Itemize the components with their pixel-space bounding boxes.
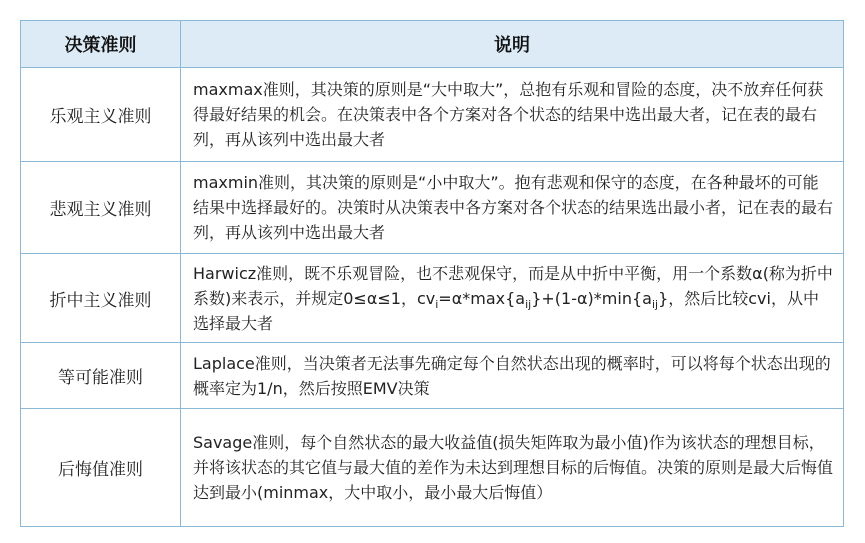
- subscript-i: i: [435, 297, 439, 311]
- table-row-regret: [21, 409, 844, 527]
- criterion-description: maxmax准则，其决策的原则是“大中取大”，总抱有乐观和冒险的态度，决不放弃任何获得最好结果的机会。在决策表中各个方案对各个状态的结果中选出最大者，记在表的最右列，再从该列中选出最大者: [181, 68, 844, 162]
- table-row-pessimism: [21, 162, 844, 254]
- description-text: =α*max{a: [438, 288, 526, 308]
- criterion-description: maxmin准则，其决策的原则是“小中取大”。抱有悲观和保守的态度，在各种最坏的可能结果中选择最好的。决策时从决策表中各方案对各个状态的结果选出最小者，记在表的最右列，再从该列中选出最大者: [181, 162, 844, 254]
- criterion-description: Laplace准则，当决策者无法事先确定每个自然状态出现的概率时，可以将每个状态出现的概率定为1/n，然后按照EMV决策: [181, 343, 844, 409]
- table-row-equal-likelihood: [21, 343, 844, 409]
- description-text: }，然后比较cvi，从中选择最大者: [193, 288, 819, 333]
- criterion-name: 后悔值准则: [21, 409, 181, 527]
- description-text: Harwicz准则，既不乐观冒险，也不悲观保守，而是从中折中平衡，用一个系数α(称为折中系数)来表示，并规定0≤α≤1，cv: [193, 263, 833, 308]
- header-description: 说明: [181, 21, 844, 68]
- subscript-ij: ij: [651, 297, 659, 311]
- criterion-name: 乐观主义准则: [21, 68, 181, 162]
- criterion-name: 折中主义准则: [21, 254, 181, 343]
- table-row-compromise: [21, 254, 844, 343]
- criterion-description: [181, 254, 844, 343]
- criterion-name: 悲观主义准则: [21, 162, 181, 254]
- decision-criteria-table: [20, 20, 844, 527]
- decision-criteria-table-container: [20, 20, 843, 527]
- table-header-row: [21, 21, 844, 68]
- subscript-ij: ij: [525, 297, 532, 311]
- table-row-optimism: [21, 68, 844, 162]
- criterion-name: 等可能准则: [21, 343, 181, 409]
- header-criterion: 决策准则: [21, 21, 181, 68]
- description-text: }+(1-α)*min{a: [531, 288, 652, 308]
- criterion-description: Savage准则，每个自然状态的最大收益值(损失矩阵取为最小值)作为该状态的理想目标，并将该状态的其它值与最大值的差作为未达到理想目标的后悔值。决策的原则是最大后悔值达到最小(minmax，大中取小，最小最大后悔值）: [181, 409, 844, 527]
